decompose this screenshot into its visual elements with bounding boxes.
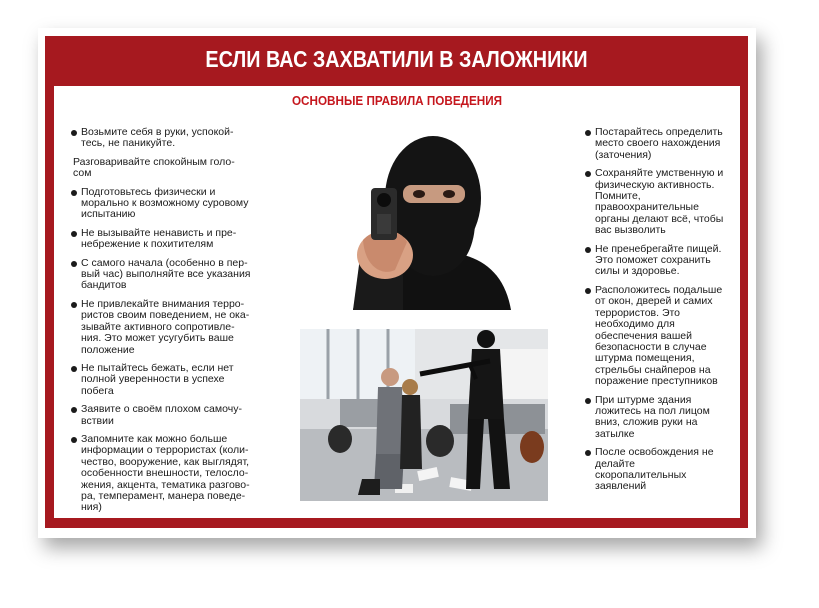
left-rule-item xyxy=(70,258,278,292)
right-rule-text: При штурме здания ложитесь на пол лицом вниз, сложив руки на затылке xyxy=(595,393,710,440)
right-rule-text: После освобождения не делайте скоропалительных заявлений xyxy=(595,446,714,493)
left-rule-item xyxy=(70,363,278,397)
left-rule-text: Подготовьтесь физически и морально к возможному суровому испытанию xyxy=(81,185,249,221)
left-rule-item xyxy=(70,157,278,180)
bullet-icon xyxy=(585,247,591,253)
right-rule-text: Расположитесь подальше от окон, дверей и самих террористов. Это необходимо для обеспечения вашей безопасности в случае штурма помещения, стрельбы снайперов на поражение преступников xyxy=(595,283,723,388)
bullet-icon xyxy=(71,190,77,196)
right-rule-item xyxy=(584,244,734,278)
left-rule-item xyxy=(70,299,278,356)
left-rule-text: Заявите о своём плохом самочу- вствии xyxy=(81,403,242,427)
left-rule-text: Разговаривайте спокойным голо- сом xyxy=(73,155,235,180)
poster xyxy=(45,36,748,528)
bullet-icon xyxy=(71,231,77,237)
left-rule-text: Запомните как можно больше информации о террористах (коли- чество, вооружение, как выглядят, особенности внешности, телосло- жения, акцента, тематика разгово- ра, темперамент, манера поведе- ния) xyxy=(81,432,250,514)
left-rule-item xyxy=(70,127,278,150)
bullet-icon xyxy=(585,398,591,404)
right-rule-item xyxy=(584,447,734,493)
poster-body xyxy=(54,86,740,518)
right-rule-text: Не пренебрегайте пищей. Это поможет сохранить силы и здоровье. xyxy=(595,242,722,278)
poster-title: ЕСЛИ ВАС ЗАХВАТИЛИ В ЗАЛОЖНИКИ xyxy=(205,46,588,72)
left-rule-text: Возьмите себя в руки, успокой- тесь, не паникуйте. xyxy=(81,126,234,150)
bullet-icon xyxy=(71,261,77,267)
right-rule-text: Постарайтесь определить место своего нахождения (заточения) xyxy=(595,126,723,161)
left-rule-text: С самого начала (особенно в пер- вый час) выполняйте все указания бандитов xyxy=(81,256,251,292)
bullet-icon xyxy=(585,171,591,177)
bullet-icon xyxy=(71,407,77,413)
bullet-icon xyxy=(71,366,77,372)
left-rule-text: Не пытайтесь бежать, если нет полной уверенности в успехе побега xyxy=(81,361,234,397)
left-rule-text: Не вызывайте ненависть и пре- небрежение к похитителям xyxy=(81,226,237,251)
left-rule-item xyxy=(70,404,278,427)
hostage-office-photo xyxy=(300,329,548,501)
bullet-icon xyxy=(585,288,591,294)
left-rules-column xyxy=(70,127,278,521)
left-rule-item xyxy=(70,228,278,251)
right-rules-column xyxy=(584,127,734,500)
bullet-icon xyxy=(71,130,77,136)
left-rule-item xyxy=(70,187,278,221)
right-rule-item xyxy=(584,285,734,388)
right-rule-item xyxy=(584,395,734,441)
right-rule-text: Сохраняйте умственную и физическую активность. Помните, правоохранительные органы делают всё, чтобы вас вызволить xyxy=(595,167,724,237)
bullet-icon xyxy=(71,437,77,443)
bullet-icon xyxy=(585,450,591,456)
right-rule-item xyxy=(584,127,734,161)
poster-subtitle: ОСНОВНЫЕ ПРАВИЛА ПОВЕДЕНИЯ xyxy=(291,93,503,108)
left-rule-item xyxy=(70,434,278,514)
left-rule-text: Не привлекайте внимания терро- ристов своим поведением, не ока- зывайте активного сопротивле- ния. Это может усугубить ваше положение xyxy=(81,297,250,356)
bullet-icon xyxy=(585,130,591,136)
bullet-icon xyxy=(71,302,77,308)
right-rule-item xyxy=(584,168,734,236)
masked-gunman-photo xyxy=(333,130,528,310)
